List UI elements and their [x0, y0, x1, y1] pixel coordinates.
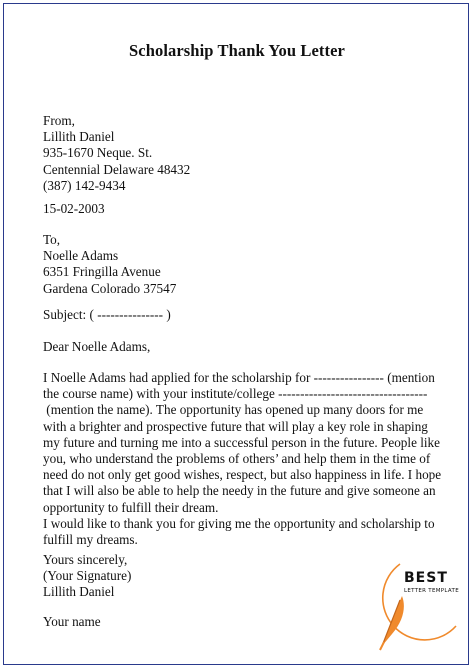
best-letter-template-logo [370, 560, 462, 660]
recipient-address [43, 232, 176, 297]
from-label: From, [43, 113, 75, 128]
sender-name: Lillith Daniel [43, 129, 115, 145]
sender-city: Centennial Delaware 48432 [43, 161, 191, 177]
sender-phone: (387) 142-9434 [43, 177, 126, 193]
closing-name: Lillith Daniel [43, 584, 115, 600]
body-line: the course name) with your institute/college ---------------------------------- [43, 386, 428, 402]
closing-block [43, 552, 131, 601]
body-line: I Noelle Adams had applied for the scholarship for ---------------- (mention [43, 370, 435, 385]
body-line: (mention the name). The opportunity has opened up many doors for me [43, 402, 424, 418]
recipient-street: 6351 Fringilla Avenue [43, 264, 161, 280]
body-line: fulfill my dreams. [43, 532, 138, 548]
sender-address [43, 113, 190, 194]
recipient-name: Noelle Adams [43, 248, 119, 264]
subject-line: Subject: ( --------------- ) [43, 307, 171, 322]
to-label: To, [43, 232, 61, 247]
logo-tagline: LETTER TEMPLATE [404, 588, 459, 594]
recipient-city: Gardena Colorado 37547 [43, 280, 177, 296]
body-line: my future and turning me into a successful person in the future. People like [43, 434, 440, 450]
body-line: with a brighter and prospective future that will play a key role in shaping [43, 418, 428, 434]
letter-date: 15-02-2003 [43, 201, 105, 216]
body-line: you, who understand the problems of others’ and help them in the time of [43, 451, 431, 467]
valediction: Yours sincerely, [43, 552, 128, 567]
body-line: I would like to thank you for giving me the opportunity and scholarship to [43, 515, 435, 531]
sender-street: 935-1670 Neque. St. [43, 145, 153, 161]
letter-title: Scholarship Thank You Letter [129, 41, 345, 60]
signature-placeholder: (Your Signature) [43, 568, 132, 584]
body-line: opportunity to fulfill their dream. [43, 499, 219, 515]
body-line: that I will also be able to help the needy in the future and give someone an [43, 483, 436, 499]
body-line: need do not only get good wishes, respect, but also happiness in life. I hope [43, 467, 442, 483]
letter-body [43, 370, 442, 548]
salutation: Dear Noelle Adams, [43, 339, 151, 354]
your-name-line: Your name [43, 614, 101, 629]
logo-word: BEST [404, 570, 448, 586]
